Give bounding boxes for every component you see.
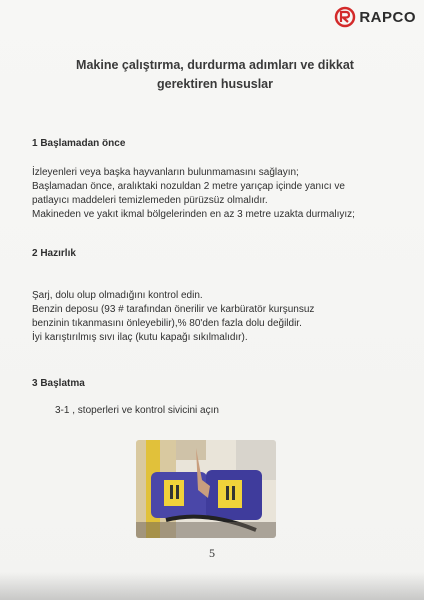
section-body-preparation: Şarj, dolu olup olmadığını kontrol edin. Benzin deposu (93 # tarafından önerilir ve karbüratör kurşunsuz benzinin tıkanmasını önleyebilir),% 80'den fazla dolu değildir. İyi karıştırılmış sıvı ilaç (kutu kapağı sıkılmalıdır). (32, 290, 315, 343)
section-body-before-start: İzleyenleri veya başka hayvanların bulunmamasını sağlayın; Başlamadan önce, aralıktaki nozuldan 2 metre yarıçap içinde yanıcı ve patlayıcı maddeleri temizlemeden pürüzsüz olmalıdır. Makineden ve yakıt ikmal bölgelerinden en az 3 metre uzakta durmalıyız; (32, 167, 355, 220)
page-bottom-shadow (0, 572, 424, 600)
section-heading-before-start: 1 Başlamadan önce (32, 138, 126, 149)
rapco-logo-icon (334, 6, 356, 28)
section-heading-preparation: 2 Hazırlık (32, 248, 76, 259)
section-heading-startup: 3 Başlatma (32, 378, 85, 389)
machine-switch-photo (136, 440, 276, 538)
brand-logo (334, 6, 416, 28)
page-number: 5 (209, 546, 215, 560)
page-title: Makine çalıştırma, durdurma adımları ve dikkat gerektiren hususlar (76, 58, 354, 91)
startup-step-text: 3-1 , stoperleri ve kontrol sivicini açın (55, 405, 219, 416)
brand-name: RAPCO (359, 8, 416, 26)
